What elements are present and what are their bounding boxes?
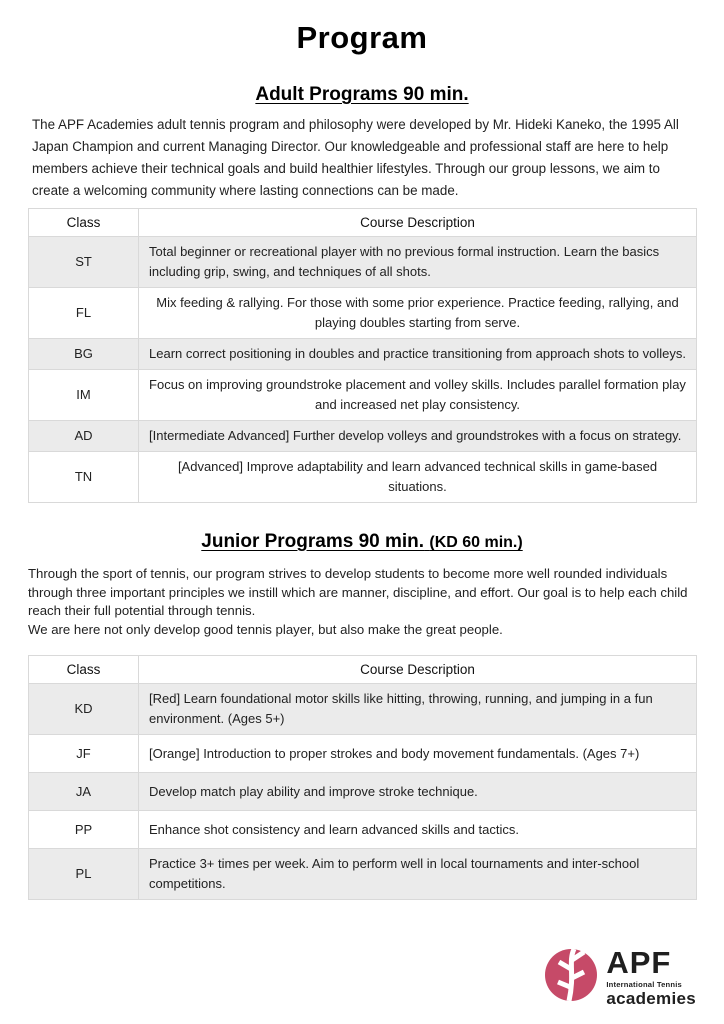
junior-intro-line1: Through the sport of tennis, our program strives to develop students to become more well rounded individuals through three important principles we instill which are manner, discipline, and effort. Our goal is to help each child reach their full potential through tennis. <box>28 566 688 618</box>
class-code-cell: JF <box>29 735 139 773</box>
page-title: Program <box>296 20 428 55</box>
table-row <box>29 288 697 339</box>
adult-programs-table <box>28 208 697 503</box>
table-row <box>29 811 697 849</box>
description-column-header: Course Description <box>139 209 697 237</box>
class-code-cell: PL <box>29 849 139 900</box>
class-code-cell: JA <box>29 773 139 811</box>
class-code-cell: KD <box>29 684 139 735</box>
course-description-cell: [Red] Learn foundational motor skills like hitting, throwing, running, and jumping in a fun environment. (Ages 5+) <box>139 684 697 735</box>
table-row <box>29 684 697 735</box>
course-description-cell: Mix feeding & rallying. For those with some prior experience. Practice feeding, rallying, and playing doubles starting from serve. <box>139 288 697 339</box>
course-description-cell: Learn correct positioning in doubles and practice transitioning from approach shots to volleys. <box>139 339 697 370</box>
table-header-row <box>29 656 697 684</box>
junior-programs-heading <box>0 531 724 553</box>
class-code-cell: ST <box>29 237 139 288</box>
table-row <box>29 773 697 811</box>
table-header-row <box>29 209 697 237</box>
table-row <box>29 849 697 900</box>
adult-programs-heading: Adult Programs 90 min. <box>255 84 469 105</box>
apf-tree-icon <box>544 948 598 1007</box>
course-description-cell: [Advanced] Improve adaptability and learn advanced technical skills in game-based situations. <box>139 452 697 503</box>
course-description-cell: Total beginner or recreational player with no previous formal instruction. Learn the basics including grip, swing, and techniques of all shots. <box>139 237 697 288</box>
table-row <box>29 237 697 288</box>
junior-programs-section <box>0 531 724 900</box>
apf-logo-text <box>606 945 696 1009</box>
course-description-cell: [Intermediate Advanced] Further develop volleys and groundstrokes with a focus on strategy. <box>139 421 697 452</box>
junior-heading-main: Junior Programs 90 min. <box>201 531 425 552</box>
course-description-cell: Enhance shot consistency and learn advanced skills and tactics. <box>139 811 697 849</box>
course-description-cell: Develop match play ability and improve stroke technique. <box>139 773 697 811</box>
class-code-cell: PP <box>29 811 139 849</box>
class-code-cell: IM <box>29 370 139 421</box>
apf-logo-subtitle: International Tennis <box>606 980 682 989</box>
course-description-cell: Practice 3+ times per week. Aim to perform well in local tournaments and inter-school competitions. <box>139 849 697 900</box>
course-description-cell: Focus on improving groundstroke placement and volley skills. Includes parallel formation play and increased net play consistency. <box>139 370 697 421</box>
junior-heading-suffix: (KD 60 min.) <box>429 534 523 551</box>
junior-intro-line2: We are here not only develop good tennis player, but also make the great people. <box>28 621 503 637</box>
class-column-header: Class <box>29 656 139 684</box>
apf-logo-acronym: APF <box>606 945 672 980</box>
apf-logo-name: academies <box>606 989 696 1008</box>
class-column-header: Class <box>29 209 139 237</box>
class-code-cell: TN <box>29 452 139 503</box>
junior-programs-table <box>28 655 697 900</box>
table-row <box>29 735 697 773</box>
apf-logo <box>544 945 696 1009</box>
table-row <box>29 370 697 421</box>
table-row <box>29 452 697 503</box>
class-code-cell: FL <box>29 288 139 339</box>
class-code-cell: AD <box>29 421 139 452</box>
junior-programs-intro <box>28 565 698 639</box>
class-code-cell: BG <box>29 339 139 370</box>
adult-programs-section <box>0 84 724 503</box>
table-row <box>29 339 697 370</box>
adult-programs-intro: The APF Academies adult tennis program and philosophy were developed by Mr. Hideki Kaneko, the 1995 All Japan Champion and current Managing Director. Our knowledgeable and professional staff are here to help members achieve their technical goals and build healthier lifestyles. Through our group lessons, we aim to create a welcoming community where lasting connections can be made. <box>32 117 679 198</box>
course-description-cell: [Orange] Introduction to proper strokes and body movement fundamentals. (Ages 7+) <box>139 735 697 773</box>
table-row <box>29 421 697 452</box>
description-column-header: Course Description <box>139 656 697 684</box>
